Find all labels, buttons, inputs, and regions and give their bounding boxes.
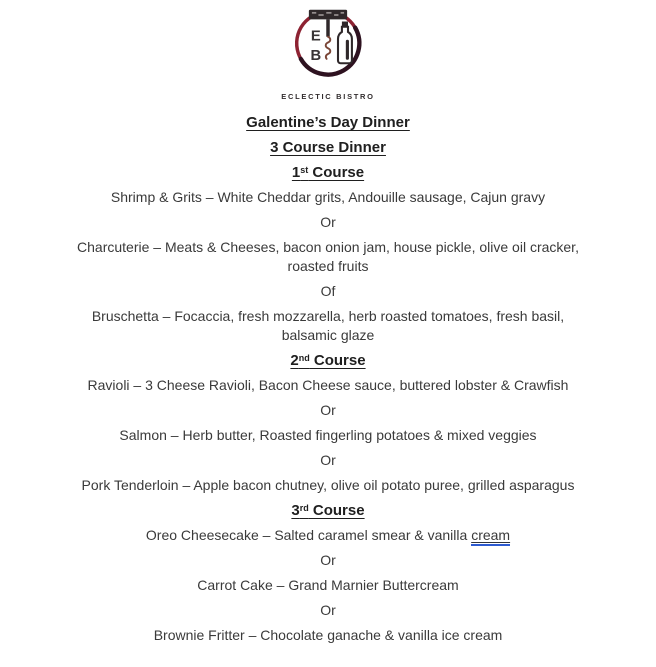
course-2-label: Course — [309, 352, 366, 369]
course-3-heading — [0, 501, 656, 520]
menu-item-shrimp-and-grits: Shrimp & Grits – White Cheddar grits, Andouille sausage, Cajun gravy — [110, 189, 546, 205]
corkscrew-icon — [326, 19, 331, 58]
course-separator: Or — [320, 602, 336, 618]
logo-monogram-b: B — [310, 47, 322, 64]
eclectic-bistro-logo-image — [273, 5, 383, 85]
course-3-ordinal: rd — [299, 503, 309, 513]
menu-item-ravioli: Ravioli – 3 Cheese Ravioli, Bacon Cheese sauce, buttered lobster & Crawfish — [87, 377, 569, 393]
course-2-number: 2 — [290, 352, 299, 369]
menu-title-text: Galentine’s Day Dinner — [246, 114, 410, 131]
menu-item-charcuterie — [0, 238, 656, 276]
course-1-heading — [0, 163, 656, 182]
corkscrew-handle-banner-icon — [309, 10, 347, 20]
course-3-number: 3 — [291, 502, 300, 519]
course-1-ordinal: st — [300, 165, 309, 175]
course-separator: Or — [320, 214, 336, 230]
menu-item-salmon: Salmon – Herb butter, Roasted fingerling potatoes & mixed veggies — [119, 427, 537, 443]
menu-item-oreo-cheesecake-text: Oreo Cheesecake – Salted caramel smear & vanilla — [145, 527, 472, 543]
course-1-number: 1 — [291, 164, 301, 181]
course-separator: Of — [320, 283, 336, 299]
course-1-label: Course — [308, 164, 365, 181]
wine-bottle-icon — [338, 22, 352, 64]
menu-item-oreo-cheesecake — [0, 526, 656, 545]
menu-item-charcuterie-line1: Charcuterie – Meats & Cheeses, bacon onion jam, house pickle, olive oil cracker, — [77, 239, 579, 255]
course-3-label: Course — [308, 502, 365, 519]
logo-monogram-e: E — [310, 28, 321, 45]
grammar-marked-word: cream — [471, 527, 510, 546]
menu-item-brownie-fritter: Brownie Fritter – Chocolate ganache & vanilla ice cream — [153, 627, 503, 643]
eclectic-bistro-logo — [0, 5, 656, 101]
course-separator: Or — [320, 402, 336, 418]
menu-item-bruschetta — [0, 307, 656, 345]
menu-item-carrot-cake: Carrot Cake – Grand Marnier Buttercream — [197, 577, 459, 593]
menu-item-bruschetta-line2: balsamic glaze — [281, 327, 375, 343]
course-2-ordinal: nd — [298, 353, 310, 363]
course-separator: Or — [320, 452, 336, 468]
course-2-heading — [0, 351, 656, 370]
course-1-heading-text — [292, 164, 364, 181]
logo-caption: ECLECTIC BISTRO — [281, 92, 375, 101]
course-separator: Or — [320, 552, 336, 568]
menu-item-pork-tenderloin: Pork Tenderloin – Apple bacon chutney, olive oil potato puree, grilled asparagus — [81, 477, 575, 493]
menu-item-bruschetta-line1: Bruschetta – Focaccia, fresh mozzarella, herb roasted tomatoes, fresh basil, — [91, 308, 565, 324]
menu-body — [0, 113, 656, 645]
menu-title — [0, 113, 656, 132]
menu-subtitle — [0, 138, 656, 157]
course-3-heading-text — [291, 502, 364, 519]
menu-item-charcuterie-line2: roasted fruits — [287, 258, 369, 274]
menu-subtitle-text: 3 Course Dinner — [270, 139, 386, 156]
course-2-heading-text — [290, 352, 365, 369]
